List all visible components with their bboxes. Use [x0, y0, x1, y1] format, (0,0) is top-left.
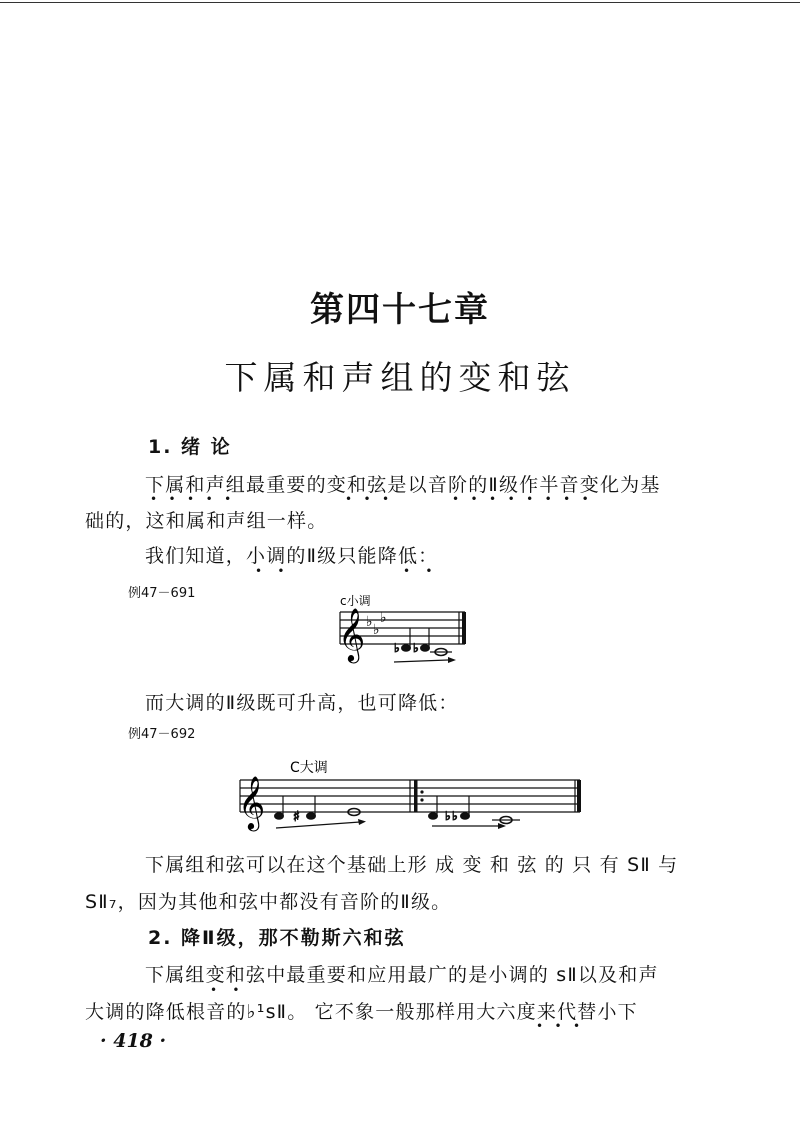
page-number: · 418 · [100, 1030, 167, 1052]
example2-label: 例47－692 [128, 727, 196, 742]
emphasis-dots-7: • • • [536, 1019, 581, 1033]
treble-clef-icon: 𝄞 [338, 607, 366, 661]
example2-key: C大调 [290, 760, 328, 776]
emphasis-dots-5: • • [403, 564, 433, 578]
section1-para1-line2: 础的，这和属和声组一样。 [85, 510, 328, 532]
section1-para4-line2: SⅡ₇，因为其他和弦中都没有音阶的Ⅱ级。 [85, 891, 452, 913]
flat-icon: ♭ [366, 614, 373, 630]
section1-para2: 我们知道，小调的Ⅱ级只能降低： [145, 545, 439, 567]
chapter-subtitle: 下属和声组的变和弦 [224, 358, 576, 397]
flat-icon: ♭ [394, 641, 400, 655]
example1-label: 例47－691 [128, 586, 196, 601]
section1-para4-line1: 下属组和弦可以在这个基础上形 成 变 和 弦 的 只 有 SⅡ 与 [145, 854, 679, 876]
emphasis-dots-1: • • • • • [150, 492, 232, 506]
example1-staff [330, 588, 472, 666]
treble-clef-icon: 𝄞 [238, 775, 266, 829]
section2-para1-line2: 大调的降低根音的♭¹sⅡ。 它不象一般那样用大六度来代替小下 [85, 1001, 638, 1023]
section1-heading: 1. 绪 论 [148, 436, 232, 458]
flat-icon: ♭ [373, 622, 380, 638]
flat-icon: ♭ [445, 809, 451, 823]
emphasis-dots-2: • • • [345, 492, 390, 506]
emphasis-dots-6: • • [210, 983, 240, 997]
flat-icon: ♭ [452, 809, 458, 823]
sharp-icon: ♯ [293, 809, 300, 825]
emphasis-dots-4: • • [255, 564, 285, 578]
section2-para1-line1: 下属组变和弦中最重要和应用最广的是小调的 sⅡ以及和声 [145, 964, 659, 986]
example1-key: c小调 [340, 594, 371, 608]
example2-staff [232, 758, 588, 834]
section1-para1-line1: 下属和声组最重要的变和弦是以音阶的Ⅱ级作半音变化为基 [145, 474, 661, 496]
top-rule [0, 2, 800, 3]
flat-icon: ♭ [413, 641, 419, 655]
section1-para3: 而大调的Ⅱ级既可升高，也可降低： [145, 692, 459, 714]
section2-heading: 2. 降Ⅱ级，那不勒斯六和弦 [148, 927, 406, 949]
chapter-title: 第四十七章 [310, 290, 490, 330]
emphasis-dots-3: • • • • • • • • [452, 492, 589, 506]
flat-icon: ♭ [380, 610, 387, 626]
